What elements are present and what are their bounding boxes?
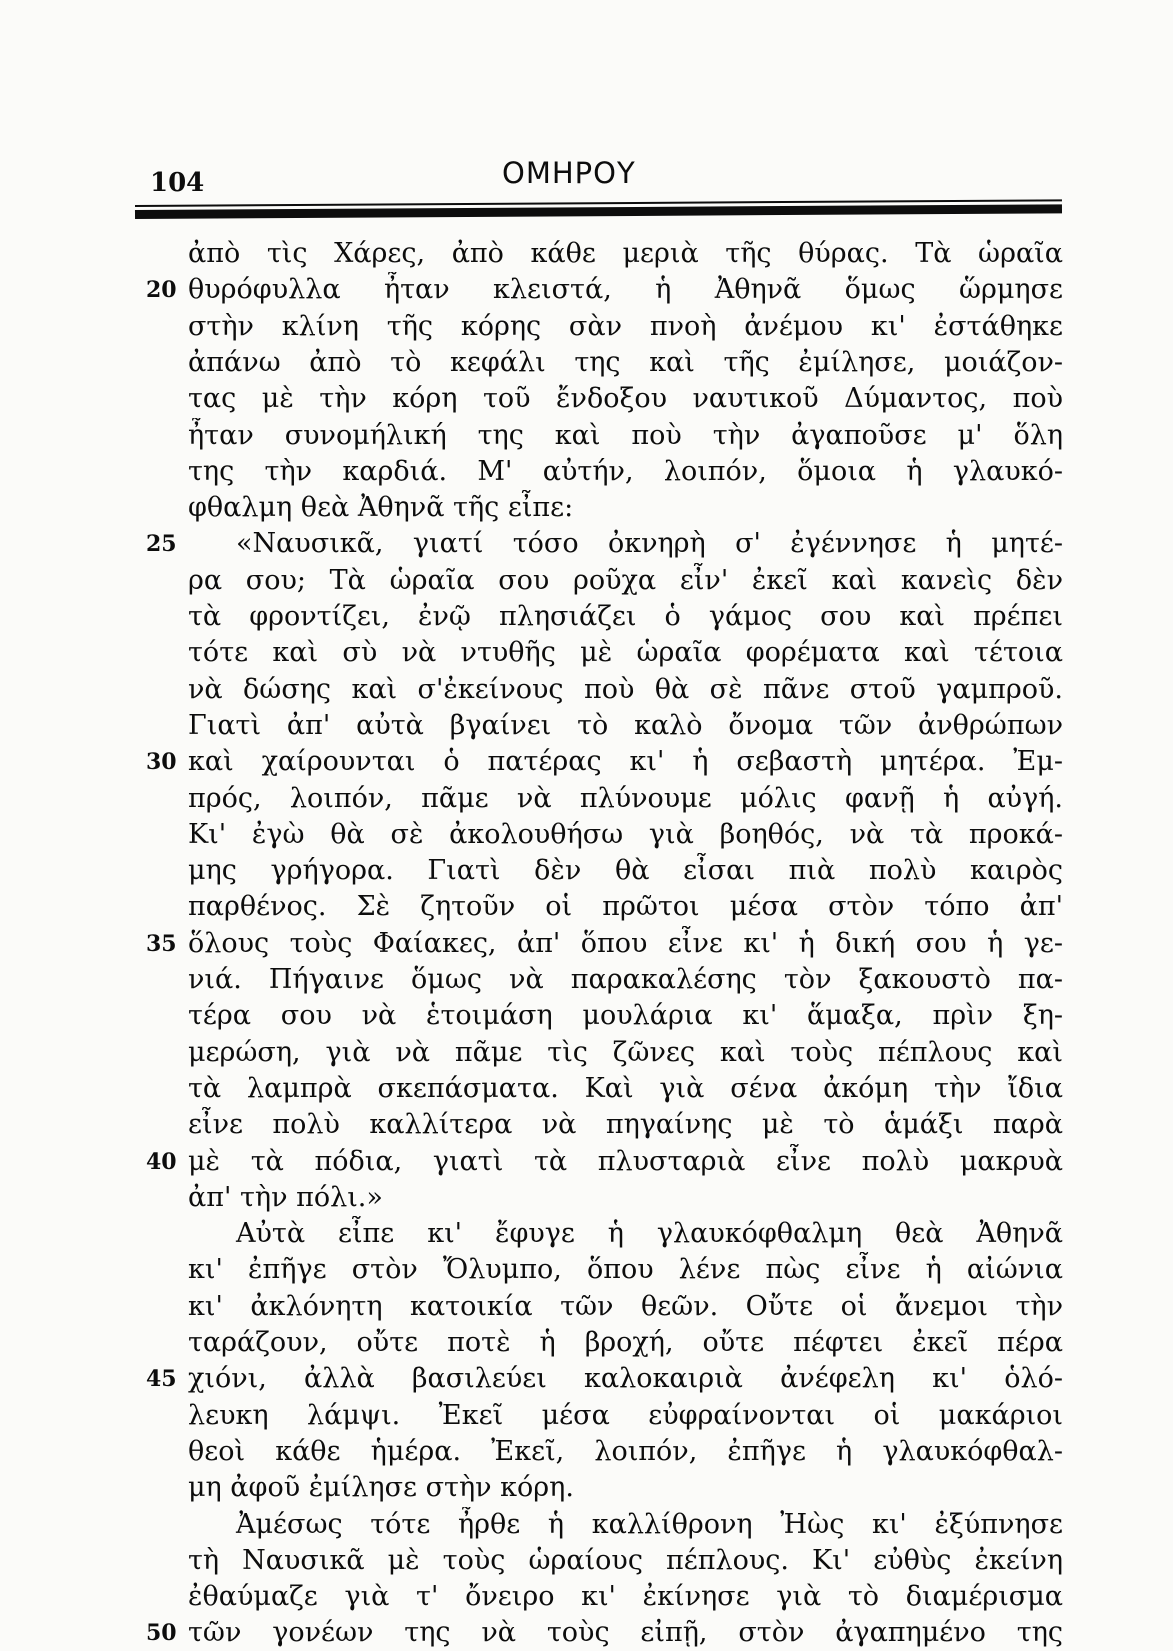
line-number: 35 xyxy=(146,931,177,957)
line-number: 25 xyxy=(146,531,177,557)
text-line: εἶνε πολὺ καλλίτερα νὰ πηγαίνης μὲ τὸ ἁμάξι παρὰ xyxy=(188,1109,1063,1140)
text-line: θυρόφυλλα ἦταν κλειστά, ἡ Ἀθηνᾶ ὅμως ὥρμησε xyxy=(188,274,1063,305)
text-line: μης γρήγορα. Γιατὶ δὲν θὰ εἶσαι πιὰ πολὺ καιρὸς xyxy=(188,855,1063,886)
text-line: ὅλους τοὺς Φαίακες, ἀπ' ὅπου εἶνε κι' ἡ δική σου ἡ γε- xyxy=(188,928,1063,959)
text-line: «Ναυσικᾶ, γιατί τόσο ὀκνηρὴ σ' ἐγέννησε ἡ μητέ- xyxy=(236,528,1063,559)
text-line: μερώση, γιὰ νὰ πᾶμε τὶς ζῶνες καὶ τοὺς πέπλους καὶ xyxy=(188,1037,1063,1068)
line-number: 30 xyxy=(146,749,177,775)
text-line: νὰ δώσης καὶ σ'ἐκείνους ποὺ θὰ σὲ πᾶνε στοῦ γαμπροῦ. xyxy=(188,674,1063,705)
text-line: Ἀμέσως τότε ἦρθε ἡ καλλίθρονη Ἠὼς κι' ἐξύπνησε xyxy=(236,1509,1063,1540)
text-line: ἐθαύμαζε γιὰ τ' ὄνειρο κι' ἐκίνησε γιὰ τὸ διαμέρισμα xyxy=(188,1581,1063,1612)
text-line: στὴν κλίνη τῆς κόρης σὰν πνοὴ ἀνέμου κι' ἐστάθηκε xyxy=(188,311,1063,342)
text-line: Κι' ἐγὼ θὰ σὲ ἀκολουθήσω γιὰ βοηθός, νὰ τὰ προκά- xyxy=(188,819,1063,850)
text-line: καὶ χαίρουνται ὁ πατέρας κι' ἡ σεβαστὴ μητέρα. Ἐμ- xyxy=(188,746,1063,777)
text-line: τὴ Ναυσικᾶ μὲ τοὺς ὡραίους πέπλους. Κι' εὐθὺς ἐκείνη xyxy=(188,1545,1063,1576)
text-line: ταράζουν, οὔτε ποτὲ ἡ βροχή, οὔτε πέφτει ἐκεῖ πέρα xyxy=(188,1327,1063,1358)
text-line: Γιατὶ ἀπ' αὐτὰ βγαίνει τὸ καλὸ ὄνομα τῶν ἀνθρώπων xyxy=(188,710,1063,741)
text-line: τότε καὶ σὺ νὰ ντυθῆς μὲ ὡραῖα φορέματα καὶ τέτοια xyxy=(188,637,1063,668)
text-line: πρός, λοιπόν, πᾶμε νὰ πλύνουμε μόλις φανῇ ἡ αὐγή. xyxy=(188,783,1063,814)
text-line: τὰ λαμπρὰ σκεπάσματα. Καὶ γιὰ σένα ἀκόμη τὴν ἴδια xyxy=(188,1073,1063,1104)
line-number: 20 xyxy=(146,277,177,303)
text-line: ἦταν συνομήλική της καὶ ποὺ τὴν ἀγαποῦσε μ' ὅλη xyxy=(188,420,1063,451)
text-line: μὲ τὰ πόδια, γιατὶ τὰ πλυσταριὰ εἶνε πολὺ μακρυὰ xyxy=(188,1146,1063,1177)
page-number: 104 xyxy=(150,168,205,198)
text-line: ρα σου; Τὰ ὡραῖα σου ροῦχα εἶν' ἐκεῖ καὶ κανεὶς δὲν xyxy=(188,565,1063,596)
text-line: τέρα σου νὰ ἑτοιμάση μουλάρια κι' ἅμαξα, πρὶν ξη- xyxy=(188,1000,1063,1031)
text-line: τας μὲ τὴν κόρη τοῦ ἔνδοξου ναυτικοῦ Δύμαντος, ποὺ xyxy=(188,383,1063,414)
line-number: 50 xyxy=(146,1620,177,1646)
text-line: της τὴν καρδιά. Μ' αὐτήν, λοιπόν, ὅμοια ἡ γλαυκό- xyxy=(188,456,1063,487)
text-line: ἀπὸ τὶς Χάρες, ἀπὸ κάθε μεριὰ τῆς θύρας. Τὰ ὡραῖα xyxy=(188,238,1063,269)
text-line: μη ἀφοῦ ἐμίλησε στὴν κόρη. xyxy=(188,1472,574,1503)
text-line: φθαλμη θεὰ Ἀθηνᾶ τῆς εἶπε: xyxy=(188,492,574,523)
text-line: τὰ φροντίζει, ἐνῷ πλησιάζει ὁ γάμος σου καὶ πρέπει xyxy=(188,601,1063,632)
text-line: ἀπ' τὴν πόλι.» xyxy=(188,1182,383,1213)
text-line: νιά. Πήγαινε ὅμως νὰ παρακαλέσης τὸν ξακουστὸ πα- xyxy=(188,964,1063,995)
text-line: κι' ἀκλόνητη κατοικία τῶν θεῶν. Οὔτε οἱ ἄνεμοι τὴν xyxy=(188,1291,1063,1322)
text-line: λευκη λάμψι. Ἐκεῖ μέσα εὐφραίνονται οἱ μακάριοι xyxy=(188,1400,1063,1431)
running-title: ΟΜΗΡΟΥ xyxy=(502,156,636,190)
line-number: 40 xyxy=(146,1149,177,1175)
text-line: θεοὶ κάθε ἡμέρα. Ἐκεῖ, λοιπόν, ἐπῆγε ἡ γλαυκόφθαλ- xyxy=(188,1436,1063,1467)
text-line: Αὐτὰ εἶπε κι' ἔφυγε ἡ γλαυκόφθαλμη θεὰ Ἀθηνᾶ xyxy=(236,1218,1063,1249)
text-line: χιόνι, ἀλλὰ βασιλεύει καλοκαιριὰ ἀνέφελη κι' ὁλό- xyxy=(188,1363,1063,1394)
text-line: κι' ἐπῆγε στὸν Ὄλυμπο, ὅπου λένε πὼς εἶνε ἡ αἰώνια xyxy=(188,1254,1063,1285)
line-number: 45 xyxy=(146,1366,177,1392)
text-line: τῶν γονέων της νὰ τοὺς εἰπῇ, στὸν ἀγαπημένο της xyxy=(188,1617,1063,1648)
text-line: ἀπάνω ἀπὸ τὸ κεφάλι της καὶ τῆς ἐμίλησε, μοιάζον- xyxy=(188,347,1063,378)
text-line: παρθένος. Σὲ ζητοῦν οἱ πρῶτοι μέσα στὸν τόπο ἀπ' xyxy=(188,891,1063,922)
